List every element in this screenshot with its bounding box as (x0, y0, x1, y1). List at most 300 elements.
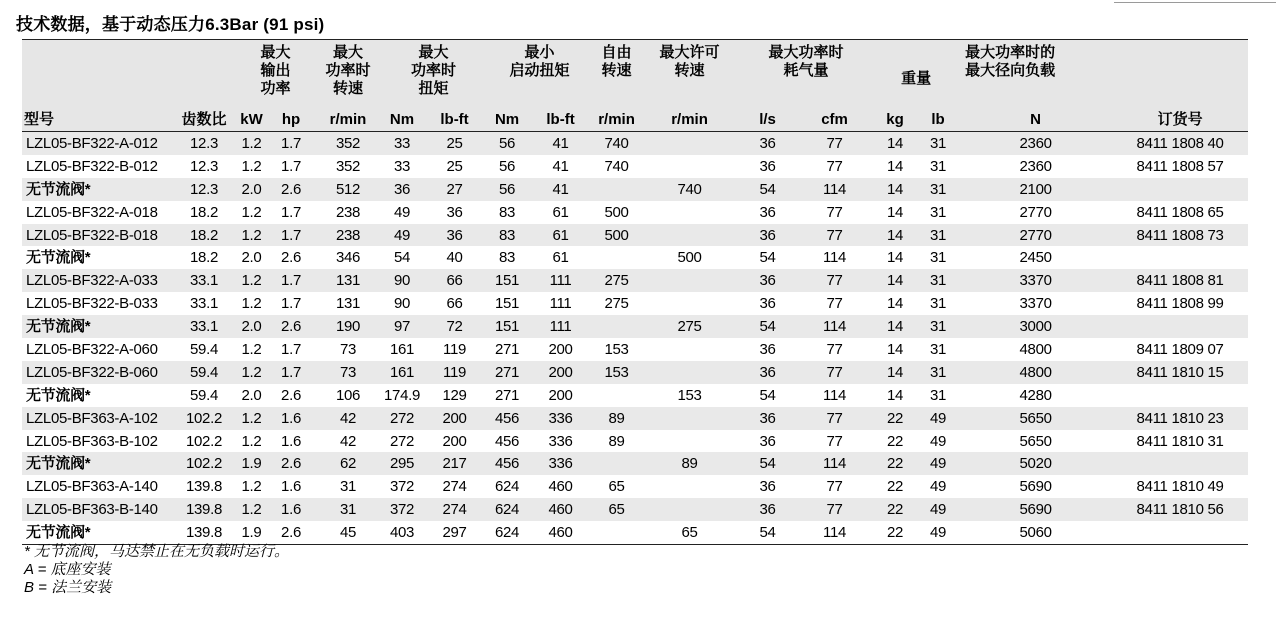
cell-ls: 54 (739, 384, 796, 407)
cell-max-speed (640, 224, 739, 247)
cell-lbft-start: 111 (528, 315, 593, 338)
page-title: 技术数据，基于动态压力6.3Bar (91 psi) (16, 15, 325, 34)
cell-hp: 1.6 (267, 430, 315, 453)
cell-model: LZL05-BF322-B-060 (22, 361, 172, 384)
cell-kw: 1.2 (236, 338, 267, 361)
cell-nm-power: 272 (381, 430, 423, 453)
cell-hp: 1.7 (267, 155, 315, 178)
cell-free-speed: 65 (593, 498, 640, 521)
cell-nm-start: 271 (486, 384, 528, 407)
cell-nm-start: 83 (486, 201, 528, 224)
cell-nm-start: 271 (486, 338, 528, 361)
cell-max-speed: 65 (640, 521, 739, 544)
cell-lbft-power: 129 (423, 384, 486, 407)
cell-radial-load: 5650 (959, 407, 1112, 430)
header-air-consumption: 最大功率时 耗气量 (739, 40, 873, 108)
cell-ls: 36 (739, 407, 796, 430)
cell-nm-power: 49 (381, 224, 423, 247)
cell-model: LZL05-BF322-B-033 (22, 292, 172, 315)
cell-nm-power: 90 (381, 269, 423, 292)
cell-nm-start: 56 (486, 155, 528, 178)
cell-model: 无节流阀* (22, 178, 172, 201)
cell-order-no: 8411 1810 23 (1112, 407, 1248, 430)
cell-nm-start: 624 (486, 498, 528, 521)
cell-kg: 14 (873, 338, 917, 361)
cell-lb: 49 (917, 407, 959, 430)
cell-kg: 14 (873, 361, 917, 384)
unit-lbft-start: lb-ft (528, 107, 593, 132)
cell-hp: 1.7 (267, 201, 315, 224)
cell-lbft-start: 200 (528, 384, 593, 407)
cell-ls: 36 (739, 430, 796, 453)
cell-rpm-power: 352 (315, 155, 381, 178)
cell-free-speed: 153 (593, 361, 640, 384)
cell-lbft-power: 40 (423, 246, 486, 269)
cell-lb: 31 (917, 178, 959, 201)
cell-ratio: 59.4 (172, 384, 236, 407)
cell-lbft-start: 41 (528, 155, 593, 178)
cell-max-speed (640, 132, 739, 155)
cell-cfm: 77 (796, 155, 873, 178)
unit-hp: hp (267, 107, 315, 132)
cell-kg: 22 (873, 407, 917, 430)
cell-ls: 36 (739, 338, 796, 361)
cell-lbft-start: 111 (528, 269, 593, 292)
cell-radial-load: 5020 (959, 452, 1112, 475)
table-row (22, 178, 1248, 201)
cell-nm-start: 151 (486, 292, 528, 315)
cell-lb: 49 (917, 521, 959, 544)
cell-lbft-start: 200 (528, 361, 593, 384)
unit-lbft-power: lb-ft (423, 107, 486, 132)
cell-free-speed: 153 (593, 338, 640, 361)
footnotes (24, 543, 289, 597)
cell-cfm: 77 (796, 498, 873, 521)
cell-nm-power: 90 (381, 292, 423, 315)
header-order-no: 订货号 (1112, 107, 1248, 132)
table-row (22, 269, 1248, 292)
cell-kg: 22 (873, 430, 917, 453)
cell-radial-load: 4280 (959, 384, 1112, 407)
cell-max-speed: 275 (640, 315, 739, 338)
header-weight: 重量 (873, 40, 959, 108)
cell-hp: 2.6 (267, 315, 315, 338)
cell-cfm: 114 (796, 521, 873, 544)
top-rule (1114, 2, 1276, 3)
cell-lbft-start: 460 (528, 498, 593, 521)
cell-model: LZL05-BF322-B-012 (22, 155, 172, 178)
cell-cfm: 77 (796, 407, 873, 430)
cell-ls: 36 (739, 498, 796, 521)
header-max-allowed-speed: 最大许可 转速 (640, 40, 739, 108)
table-row (22, 246, 1248, 269)
cell-lbft-power: 27 (423, 178, 486, 201)
header-model: 型号 (22, 107, 172, 132)
cell-rpm-power: 31 (315, 498, 381, 521)
cell-lb: 49 (917, 475, 959, 498)
cell-lb: 31 (917, 224, 959, 247)
cell-kw: 1.2 (236, 132, 267, 155)
cell-rpm-power: 42 (315, 407, 381, 430)
cell-lb: 31 (917, 201, 959, 224)
cell-lb: 49 (917, 452, 959, 475)
cell-nm-start: 624 (486, 521, 528, 544)
table-row (22, 430, 1248, 453)
cell-nm-start: 624 (486, 475, 528, 498)
cell-kw: 2.0 (236, 384, 267, 407)
cell-lbft-start: 336 (528, 430, 593, 453)
cell-model: 无节流阀* (22, 246, 172, 269)
cell-cfm: 77 (796, 338, 873, 361)
cell-rpm-power: 106 (315, 384, 381, 407)
header-row-titles (22, 40, 1248, 108)
header-blank-model (22, 40, 172, 108)
cell-nm-power: 33 (381, 132, 423, 155)
cell-cfm: 77 (796, 132, 873, 155)
cell-order-no: 8411 1808 57 (1112, 155, 1248, 178)
cell-model: 无节流阀* (22, 521, 172, 544)
cell-lb: 31 (917, 361, 959, 384)
cell-max-speed (640, 430, 739, 453)
cell-radial-load: 2770 (959, 224, 1112, 247)
cell-max-speed (640, 201, 739, 224)
cell-nm-power: 161 (381, 338, 423, 361)
cell-order-no: 8411 1810 15 (1112, 361, 1248, 384)
cell-radial-load: 5650 (959, 430, 1112, 453)
cell-lbft-power: 36 (423, 224, 486, 247)
cell-rpm-power: 73 (315, 338, 381, 361)
cell-ls: 36 (739, 155, 796, 178)
cell-lb: 31 (917, 292, 959, 315)
cell-nm-power: 33 (381, 155, 423, 178)
cell-radial-load: 3000 (959, 315, 1112, 338)
cell-nm-power: 161 (381, 361, 423, 384)
cell-ls: 36 (739, 292, 796, 315)
cell-lbft-start: 61 (528, 224, 593, 247)
cell-order-no (1112, 384, 1248, 407)
cell-kg: 14 (873, 292, 917, 315)
cell-radial-load: 2360 (959, 132, 1112, 155)
cell-free-speed: 89 (593, 407, 640, 430)
spec-table-body (22, 132, 1248, 545)
cell-order-no: 8411 1810 31 (1112, 430, 1248, 453)
cell-order-no: 8411 1810 49 (1112, 475, 1248, 498)
cell-kg: 14 (873, 384, 917, 407)
cell-ratio: 139.8 (172, 475, 236, 498)
table-row (22, 132, 1248, 155)
cell-max-speed: 153 (640, 384, 739, 407)
cell-lb: 31 (917, 155, 959, 178)
cell-rpm-power: 62 (315, 452, 381, 475)
cell-max-speed (640, 155, 739, 178)
cell-kg: 22 (873, 498, 917, 521)
cell-kw: 1.9 (236, 452, 267, 475)
cell-max-speed (640, 269, 739, 292)
cell-order-no: 8411 1810 56 (1112, 498, 1248, 521)
header-max-power-speed: 最大 功率时 转速 (315, 40, 381, 108)
cell-nm-power: 49 (381, 201, 423, 224)
cell-hp: 1.6 (267, 407, 315, 430)
cell-nm-power: 174.9 (381, 384, 423, 407)
unit-rpm-free: r/min (593, 107, 640, 132)
unit-rpm-max: r/min (640, 107, 739, 132)
table-row (22, 315, 1248, 338)
cell-lbft-power: 36 (423, 201, 486, 224)
cell-kw: 1.2 (236, 292, 267, 315)
cell-ls: 36 (739, 201, 796, 224)
cell-nm-start: 456 (486, 430, 528, 453)
cell-cfm: 77 (796, 224, 873, 247)
cell-rpm-power: 352 (315, 132, 381, 155)
cell-free-speed: 740 (593, 155, 640, 178)
cell-cfm: 114 (796, 178, 873, 201)
cell-free-speed: 65 (593, 475, 640, 498)
cell-ratio: 102.2 (172, 407, 236, 430)
cell-rpm-power: 131 (315, 269, 381, 292)
cell-cfm: 77 (796, 269, 873, 292)
cell-model: LZL05-BF322-A-033 (22, 269, 172, 292)
cell-lbft-power: 274 (423, 498, 486, 521)
cell-model: LZL05-BF363-A-140 (22, 475, 172, 498)
cell-max-speed (640, 498, 739, 521)
table-row (22, 452, 1248, 475)
cell-free-speed: 740 (593, 132, 640, 155)
cell-lbft-start: 200 (528, 338, 593, 361)
cell-kw: 1.2 (236, 269, 267, 292)
cell-hp: 1.7 (267, 224, 315, 247)
cell-lbft-power: 25 (423, 132, 486, 155)
cell-nm-start: 83 (486, 246, 528, 269)
header-free-speed: 自由 转速 (593, 40, 640, 108)
cell-model: LZL05-BF363-B-140 (22, 498, 172, 521)
cell-ratio: 139.8 (172, 521, 236, 544)
cell-kg: 14 (873, 155, 917, 178)
cell-lbft-power: 25 (423, 155, 486, 178)
cell-ratio: 12.3 (172, 178, 236, 201)
cell-lb: 31 (917, 269, 959, 292)
table-row (22, 475, 1248, 498)
cell-ls: 54 (739, 521, 796, 544)
cell-cfm: 114 (796, 452, 873, 475)
cell-lbft-start: 336 (528, 407, 593, 430)
cell-order-no (1112, 521, 1248, 544)
cell-order-no: 8411 1808 99 (1112, 292, 1248, 315)
cell-max-speed (640, 361, 739, 384)
cell-kg: 14 (873, 246, 917, 269)
cell-kw: 1.2 (236, 498, 267, 521)
cell-lbft-start: 61 (528, 246, 593, 269)
cell-hp: 1.6 (267, 498, 315, 521)
cell-free-speed (593, 246, 640, 269)
cell-nm-power: 295 (381, 452, 423, 475)
cell-nm-power: 403 (381, 521, 423, 544)
cell-radial-load: 3370 (959, 269, 1112, 292)
cell-radial-load: 4800 (959, 338, 1112, 361)
cell-max-speed (640, 475, 739, 498)
cell-lbft-start: 460 (528, 521, 593, 544)
cell-ls: 36 (739, 269, 796, 292)
cell-order-no: 8411 1809 07 (1112, 338, 1248, 361)
cell-ls: 54 (739, 178, 796, 201)
cell-rpm-power: 190 (315, 315, 381, 338)
cell-rpm-power: 238 (315, 201, 381, 224)
cell-kg: 14 (873, 201, 917, 224)
cell-kw: 1.9 (236, 521, 267, 544)
table-row (22, 338, 1248, 361)
cell-free-speed: 500 (593, 201, 640, 224)
cell-ratio: 18.2 (172, 224, 236, 247)
cell-rpm-power: 73 (315, 361, 381, 384)
cell-max-speed: 89 (640, 452, 739, 475)
cell-kw: 2.0 (236, 315, 267, 338)
cell-rpm-power: 238 (315, 224, 381, 247)
cell-radial-load: 2770 (959, 201, 1112, 224)
cell-order-no: 8411 1808 65 (1112, 201, 1248, 224)
cell-lbft-start: 460 (528, 475, 593, 498)
table-row (22, 498, 1248, 521)
cell-kw: 2.0 (236, 178, 267, 201)
cell-max-speed: 500 (640, 246, 739, 269)
cell-hp: 1.6 (267, 475, 315, 498)
cell-lbft-start: 61 (528, 201, 593, 224)
header-max-radial-load: 最大功率时的 最大径向负载 (959, 40, 1112, 108)
header-blank-ratio (172, 40, 236, 108)
cell-radial-load: 2100 (959, 178, 1112, 201)
cell-nm-power: 36 (381, 178, 423, 201)
cell-lb: 31 (917, 338, 959, 361)
cell-ratio: 33.1 (172, 292, 236, 315)
cell-order-no: 8411 1808 73 (1112, 224, 1248, 247)
cell-ls: 36 (739, 475, 796, 498)
cell-hp: 2.6 (267, 521, 315, 544)
cell-order-no: 8411 1808 81 (1112, 269, 1248, 292)
cell-model: LZL05-BF363-B-102 (22, 430, 172, 453)
cell-cfm: 114 (796, 315, 873, 338)
cell-nm-power: 54 (381, 246, 423, 269)
table-row (22, 407, 1248, 430)
cell-cfm: 77 (796, 430, 873, 453)
cell-model: LZL05-BF322-B-018 (22, 224, 172, 247)
cell-ratio: 18.2 (172, 246, 236, 269)
cell-model: 无节流阀* (22, 384, 172, 407)
header-blank-order (1112, 40, 1248, 108)
table-row (22, 521, 1248, 544)
cell-ratio: 12.3 (172, 155, 236, 178)
cell-rpm-power: 42 (315, 430, 381, 453)
cell-ls: 36 (739, 224, 796, 247)
cell-ls: 54 (739, 452, 796, 475)
cell-ratio: 139.8 (172, 498, 236, 521)
cell-radial-load: 2450 (959, 246, 1112, 269)
cell-free-speed (593, 452, 640, 475)
cell-free-speed: 275 (593, 269, 640, 292)
cell-lb: 49 (917, 430, 959, 453)
cell-ls: 54 (739, 246, 796, 269)
cell-lbft-power: 119 (423, 361, 486, 384)
cell-kw: 1.2 (236, 475, 267, 498)
cell-ratio: 59.4 (172, 338, 236, 361)
cell-model: 无节流阀* (22, 452, 172, 475)
table-row (22, 384, 1248, 407)
cell-nm-start: 151 (486, 315, 528, 338)
cell-cfm: 114 (796, 246, 873, 269)
cell-kg: 14 (873, 178, 917, 201)
cell-hp: 2.6 (267, 384, 315, 407)
cell-max-speed: 740 (640, 178, 739, 201)
cell-nm-power: 97 (381, 315, 423, 338)
cell-kg: 14 (873, 224, 917, 247)
cell-model: LZL05-BF363-A-102 (22, 407, 172, 430)
cell-free-speed: 89 (593, 430, 640, 453)
cell-radial-load: 2360 (959, 155, 1112, 178)
cell-lbft-power: 66 (423, 269, 486, 292)
cell-radial-load: 5690 (959, 475, 1112, 498)
cell-lb: 31 (917, 132, 959, 155)
table-row (22, 155, 1248, 178)
footnote-throttle: * 无节流阀，马达禁止在无负载时运行。 (24, 543, 290, 560)
cell-max-speed (640, 292, 739, 315)
cell-nm-start: 83 (486, 224, 528, 247)
cell-kw: 1.2 (236, 361, 267, 384)
unit-nm-power: Nm (381, 107, 423, 132)
cell-rpm-power: 131 (315, 292, 381, 315)
cell-cfm: 77 (796, 201, 873, 224)
cell-kg: 14 (873, 132, 917, 155)
cell-model: LZL05-BF322-A-018 (22, 201, 172, 224)
spec-table (22, 39, 1248, 545)
cell-kw: 1.2 (236, 430, 267, 453)
cell-lbft-power: 200 (423, 407, 486, 430)
cell-free-speed (593, 384, 640, 407)
cell-model: LZL05-BF322-A-060 (22, 338, 172, 361)
cell-nm-start: 456 (486, 452, 528, 475)
cell-lbft-power: 200 (423, 430, 486, 453)
cell-kg: 14 (873, 269, 917, 292)
cell-lbft-power: 217 (423, 452, 486, 475)
cell-radial-load: 4800 (959, 361, 1112, 384)
cell-hp: 1.7 (267, 292, 315, 315)
cell-radial-load: 5690 (959, 498, 1112, 521)
cell-hp: 2.6 (267, 178, 315, 201)
cell-kw: 1.2 (236, 155, 267, 178)
table-row (22, 224, 1248, 247)
unit-kg: kg (873, 107, 917, 132)
cell-kw: 1.2 (236, 201, 267, 224)
cell-kg: 14 (873, 315, 917, 338)
cell-hp: 2.6 (267, 452, 315, 475)
cell-model: LZL05-BF322-A-012 (22, 132, 172, 155)
cell-nm-power: 372 (381, 498, 423, 521)
cell-rpm-power: 31 (315, 475, 381, 498)
cell-lbft-start: 41 (528, 178, 593, 201)
cell-hp: 2.6 (267, 246, 315, 269)
unit-n: N (959, 107, 1112, 132)
cell-cfm: 77 (796, 361, 873, 384)
table-row (22, 201, 1248, 224)
cell-free-speed (593, 178, 640, 201)
unit-rpm-power: r/min (315, 107, 381, 132)
cell-lbft-power: 72 (423, 315, 486, 338)
cell-model: 无节流阀* (22, 315, 172, 338)
header-max-output: 最大 输出 功率 (236, 40, 315, 108)
cell-nm-start: 271 (486, 361, 528, 384)
cell-lb: 31 (917, 246, 959, 269)
cell-free-speed: 500 (593, 224, 640, 247)
cell-ratio: 33.1 (172, 269, 236, 292)
cell-free-speed (593, 315, 640, 338)
cell-lb: 49 (917, 498, 959, 521)
footnote-b: B = 法兰安装 (24, 579, 112, 596)
